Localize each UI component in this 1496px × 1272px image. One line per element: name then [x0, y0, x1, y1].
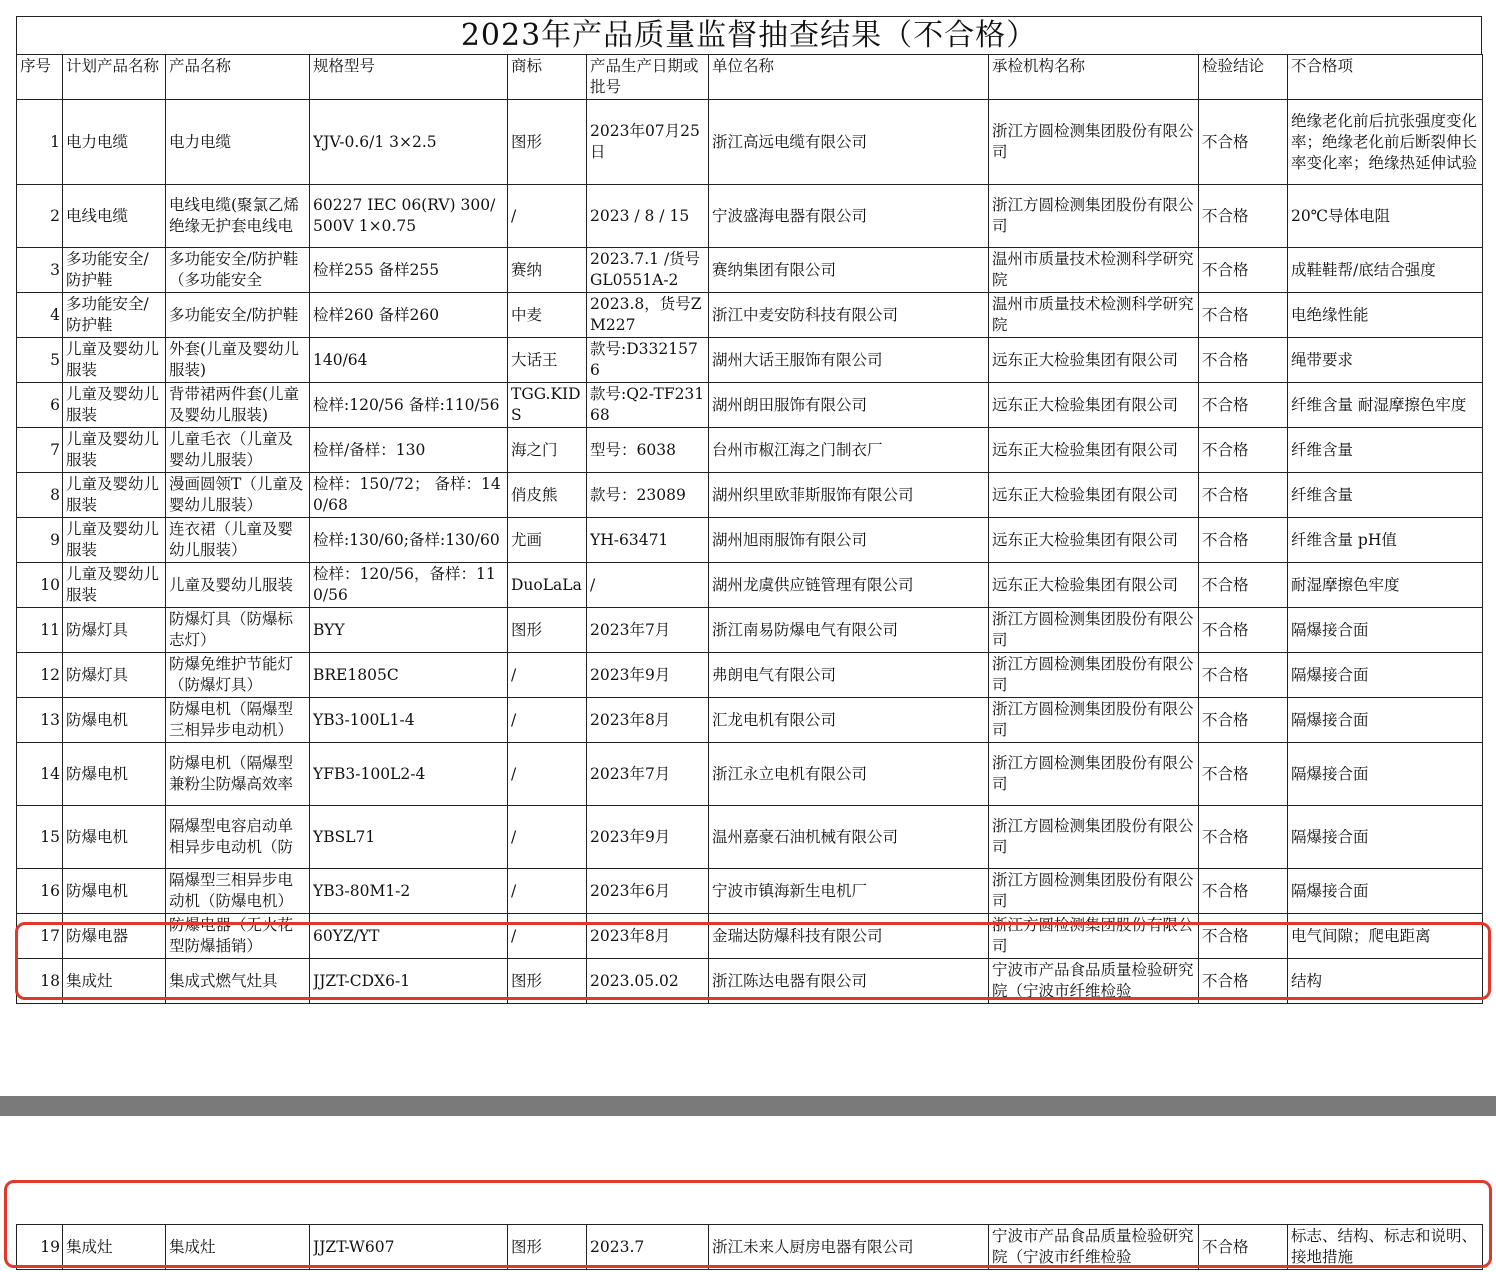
table-row: [17, 428, 1483, 473]
table-row: [17, 563, 1483, 608]
cell-seq: 5: [17, 338, 63, 383]
cell-failed-items: 结构: [1288, 959, 1483, 1004]
cell-production-date: 2023年9月: [587, 806, 709, 869]
cell-failed-items: 绳带要求: [1288, 338, 1483, 383]
cell-production-date: 2023年7月: [587, 743, 709, 806]
cell-spec-model: BRE1805C: [310, 653, 508, 698]
cell-seq: 12: [17, 653, 63, 698]
cell-spec-model: 检样/备样：130: [310, 428, 508, 473]
cell-conclusion: 不合格: [1199, 428, 1288, 473]
cell-plan-product: 儿童及婴幼儿服装: [63, 473, 166, 518]
cell-product-name: 多功能安全/防护鞋（多功能安全: [166, 248, 310, 293]
cell-conclusion: 不合格: [1199, 743, 1288, 806]
cell-conclusion: 不合格: [1199, 248, 1288, 293]
cell-spec-model: 检样：150/72； 备样：140/68: [310, 473, 508, 518]
highlight-box-row-18: [15, 922, 1491, 1000]
cell-seq: 7: [17, 428, 63, 473]
cell-inspection-agency: 宁波市产品食品质量检验研究院（宁波市纤维检验: [989, 1225, 1199, 1270]
cell-production-date: 2023 / 8 / 15: [587, 185, 709, 248]
cell-product-name: 背带裙两件套(儿童及婴幼儿服装): [166, 383, 310, 428]
cell-inspection-agency: 承检机构名称: [989, 55, 1199, 100]
cell-conclusion: 不合格: [1199, 518, 1288, 563]
cell-seq: 2: [17, 185, 63, 248]
cell-conclusion: 不合格: [1199, 100, 1288, 185]
cell-plan-product: 儿童及婴幼儿服装: [63, 383, 166, 428]
table-row: [17, 608, 1483, 653]
cell-seq: 16: [17, 869, 63, 914]
cell-inspection-agency: 浙江方圆检测集团股份有限公司: [989, 914, 1199, 959]
cell-inspection-agency: 温州市质量技术检测科学研究院: [989, 293, 1199, 338]
cell-plan-product: 电线电缆: [63, 185, 166, 248]
cell-production-date: YH-63471: [587, 518, 709, 563]
cell-spec-model: 检样260 备样260: [310, 293, 508, 338]
cell-spec-model: 60YZ/YT: [310, 914, 508, 959]
cell-brand: /: [508, 653, 587, 698]
cell-failed-items: 纤维含量: [1288, 428, 1483, 473]
cell-product-name: 连衣裙（儿童及婴幼儿服装）: [166, 518, 310, 563]
cell-product-name: 防爆免维护节能灯（防爆灯具）: [166, 653, 310, 698]
cell-conclusion: 不合格: [1199, 338, 1288, 383]
cell-production-date: 产品生产日期或批号: [587, 55, 709, 100]
cell-production-date: 款号：23089: [587, 473, 709, 518]
cell-seq: 15: [17, 806, 63, 869]
cell-production-date: 2023年7月: [587, 608, 709, 653]
cell-company: 湖州龙虞供应链管理有限公司: [709, 563, 989, 608]
cell-inspection-agency: 远东正大检验集团有限公司: [989, 518, 1199, 563]
table-row: [17, 473, 1483, 518]
cell-spec-model: YB3-100L1-4: [310, 698, 508, 743]
cell-company: 浙江永立电机有限公司: [709, 743, 989, 806]
cell-inspection-agency: 浙江方圆检测集团股份有限公司: [989, 698, 1199, 743]
cell-seq: 6: [17, 383, 63, 428]
cell-plan-product: 电力电缆: [63, 100, 166, 185]
cell-inspection-agency: 远东正大检验集团有限公司: [989, 473, 1199, 518]
cell-plan-product: 防爆灯具: [63, 653, 166, 698]
cell-inspection-agency: 浙江方圆检测集团股份有限公司: [989, 743, 1199, 806]
cell-brand: 大话王: [508, 338, 587, 383]
cell-spec-model: YB3-80M1-2: [310, 869, 508, 914]
cell-company: 湖州织里欧菲斯服饰有限公司: [709, 473, 989, 518]
cell-plan-product: 集成灶: [63, 959, 166, 1004]
cell-conclusion: 不合格: [1199, 293, 1288, 338]
cell-failed-items: 纤维含量 pH值: [1288, 518, 1483, 563]
cell-spec-model: JJZT-W607: [310, 1225, 508, 1270]
table-row: [17, 248, 1483, 293]
page-separator: [0, 1096, 1496, 1116]
cell-conclusion: 不合格: [1199, 869, 1288, 914]
cell-production-date: 款号:Q2-TF23168: [587, 383, 709, 428]
cell-conclusion: 不合格: [1199, 383, 1288, 428]
cell-brand: 图形: [508, 100, 587, 185]
cell-production-date: 2023.05.02: [587, 959, 709, 1004]
cell-brand: 图形: [508, 1225, 587, 1270]
cell-plan-product: 防爆电机: [63, 806, 166, 869]
cell-company: 赛纳集团有限公司: [709, 248, 989, 293]
cell-spec-model: 140/64: [310, 338, 508, 383]
cell-company: 浙江陈达电器有限公司: [709, 959, 989, 1004]
table-row: [17, 383, 1483, 428]
cell-brand: /: [508, 869, 587, 914]
cell-inspection-agency: 浙江方圆检测集团股份有限公司: [989, 653, 1199, 698]
cell-conclusion: 不合格: [1199, 473, 1288, 518]
cell-company: 浙江南易防爆电气有限公司: [709, 608, 989, 653]
cell-failed-items: 纤维含量 耐湿摩擦色牢度: [1288, 383, 1483, 428]
cell-plan-product: 防爆电器: [63, 914, 166, 959]
cell-failed-items: 电气间隙；爬电距离: [1288, 914, 1483, 959]
cell-failed-items: 隔爆接合面: [1288, 698, 1483, 743]
cell-seq: 8: [17, 473, 63, 518]
cell-brand: 尤画: [508, 518, 587, 563]
cell-production-date: 2023年8月: [587, 698, 709, 743]
cell-failed-items: 隔爆接合面: [1288, 869, 1483, 914]
cell-company: 汇龙电机有限公司: [709, 698, 989, 743]
cell-conclusion: 不合格: [1199, 698, 1288, 743]
cell-inspection-agency: 浙江方圆检测集团股份有限公司: [989, 608, 1199, 653]
table-row: [17, 653, 1483, 698]
table-row: [17, 869, 1483, 914]
cell-brand: /: [508, 806, 587, 869]
cell-production-date: /: [587, 563, 709, 608]
cell-production-date: 2023年8月: [587, 914, 709, 959]
cell-company: 湖州旭雨服饰有限公司: [709, 518, 989, 563]
cell-plan-product: 防爆电机: [63, 698, 166, 743]
cell-plan-product: 儿童及婴幼儿服装: [63, 563, 166, 608]
cell-failed-items: 标志、结构、标志和说明、接地措施: [1288, 1225, 1483, 1270]
cell-product-name: 漫画圆领T（儿童及婴幼儿服装）: [166, 473, 310, 518]
cell-product-name: 电力电缆: [166, 100, 310, 185]
cell-spec-model: 检样:130/60;备样:130/60: [310, 518, 508, 563]
cell-spec-model: 检样:120/56 备样:110/56: [310, 383, 508, 428]
table-row: [17, 100, 1483, 185]
cell-seq: 17: [17, 914, 63, 959]
cell-product-name: 防爆电机（隔爆型三相异步电动机）: [166, 698, 310, 743]
cell-production-date: 2023.7.1 /货号GL0551A-2: [587, 248, 709, 293]
cell-brand: 海之门: [508, 428, 587, 473]
cell-seq: 序号: [17, 55, 63, 100]
cell-failed-items: 隔爆接合面: [1288, 653, 1483, 698]
cell-failed-items: 隔爆接合面: [1288, 608, 1483, 653]
cell-failed-items: 隔爆接合面: [1288, 743, 1483, 806]
cell-failed-items: 20℃导体电阻: [1288, 185, 1483, 248]
cell-plan-product: 儿童及婴幼儿服装: [63, 338, 166, 383]
cell-product-name: 防爆电器（无火花型防爆插销）: [166, 914, 310, 959]
cell-company: 湖州大话王服饰有限公司: [709, 338, 989, 383]
cell-company: 台州市椒江海之门制衣厂: [709, 428, 989, 473]
cell-product-name: 集成式燃气灶具: [166, 959, 310, 1004]
document-title: 2023年产品质量监督抽查结果（不合格）: [16, 16, 1482, 54]
cell-brand: 俏皮熊: [508, 473, 587, 518]
cell-company: 弗朗电气有限公司: [709, 653, 989, 698]
cell-inspection-agency: 宁波市产品食品质量检验研究院（宁波市纤维检验: [989, 959, 1199, 1004]
cell-production-date: 2023年07月25日: [587, 100, 709, 185]
cell-inspection-agency: 远东正大检验集团有限公司: [989, 428, 1199, 473]
cell-failed-items: 耐湿摩擦色牢度: [1288, 563, 1483, 608]
cell-brand: /: [508, 185, 587, 248]
cell-conclusion: 检验结论: [1199, 55, 1288, 100]
cell-brand: 图形: [508, 959, 587, 1004]
table-row: [17, 518, 1483, 563]
table-row: [17, 743, 1483, 806]
cell-brand: DuoLaLa: [508, 563, 587, 608]
cell-product-name: 防爆灯具（防爆标志灯）: [166, 608, 310, 653]
cell-product-name: 电线电缆(聚氯乙烯绝缘无护套电线电: [166, 185, 310, 248]
cell-spec-model: YJV-0.6/1 3×2.5: [310, 100, 508, 185]
cell-product-name: 外套(儿童及婴幼儿服装): [166, 338, 310, 383]
cell-product-name: 儿童及婴幼儿服装: [166, 563, 310, 608]
cell-spec-model: BYY: [310, 608, 508, 653]
table-row: [17, 806, 1483, 869]
cell-production-date: 2023年6月: [587, 869, 709, 914]
cell-spec-model: YBSL71: [310, 806, 508, 869]
cell-plan-product: 多功能安全/防护鞋: [63, 248, 166, 293]
cell-spec-model: JJZT-CDX6-1: [310, 959, 508, 1004]
cell-seq: 9: [17, 518, 63, 563]
cell-product-name: 儿童毛衣（儿童及婴幼儿服装）: [166, 428, 310, 473]
cell-plan-product: 儿童及婴幼儿服装: [63, 428, 166, 473]
cell-company: 浙江中麦安防科技有限公司: [709, 293, 989, 338]
cell-inspection-agency: 温州市质量技术检测科学研究院: [989, 248, 1199, 293]
table-header-row: [17, 55, 1483, 100]
cell-failed-items: 电绝缘性能: [1288, 293, 1483, 338]
cell-product-name: 产品名称: [166, 55, 310, 100]
cell-plan-product: 防爆灯具: [63, 608, 166, 653]
cell-brand: /: [508, 743, 587, 806]
cell-company: 浙江高远电缆有限公司: [709, 100, 989, 185]
cell-company: 温州嘉豪石油机械有限公司: [709, 806, 989, 869]
cell-inspection-agency: 远东正大检验集团有限公司: [989, 338, 1199, 383]
cell-brand: /: [508, 698, 587, 743]
cell-inspection-agency: 浙江方圆检测集团股份有限公司: [989, 185, 1199, 248]
cell-inspection-agency: 浙江方圆检测集团股份有限公司: [989, 806, 1199, 869]
highlight-box-row-19: [4, 1180, 1492, 1268]
cell-company: 金瑞达防爆科技有限公司: [709, 914, 989, 959]
cell-plan-product: 计划产品名称: [63, 55, 166, 100]
cell-failed-items: 成鞋鞋帮/底结合强度: [1288, 248, 1483, 293]
cell-inspection-agency: 远东正大检验集团有限公司: [989, 383, 1199, 428]
cell-inspection-agency: 浙江方圆检测集团股份有限公司: [989, 100, 1199, 185]
cell-conclusion: 不合格: [1199, 563, 1288, 608]
table-row: [17, 338, 1483, 383]
cell-product-name: 防爆电机（隔爆型兼粉尘防爆高效率: [166, 743, 310, 806]
cell-seq: 10: [17, 563, 63, 608]
cell-plan-product: 多功能安全/防护鞋: [63, 293, 166, 338]
cell-conclusion: 不合格: [1199, 185, 1288, 248]
cell-production-date: 款号:D3321576: [587, 338, 709, 383]
table-row: [17, 293, 1483, 338]
cell-failed-items: 绝缘老化前后抗张强度变化率；绝缘老化前后断裂伸长率变化率；绝缘热延伸试验: [1288, 100, 1483, 185]
cell-company: 宁波盛海电器有限公司: [709, 185, 989, 248]
cell-product-name: 隔爆型电容启动单相异步电动机（防: [166, 806, 310, 869]
cell-plan-product: 防爆电机: [63, 743, 166, 806]
cell-brand: 图形: [508, 608, 587, 653]
cell-product-name: 集成灶: [166, 1225, 310, 1270]
cell-plan-product: 防爆电机: [63, 869, 166, 914]
cell-seq: 11: [17, 608, 63, 653]
table-row: [17, 698, 1483, 743]
cell-failed-items: 不合格项: [1288, 55, 1483, 100]
cell-company: 浙江未来人厨房电器有限公司: [709, 1225, 989, 1270]
cell-conclusion: 不合格: [1199, 806, 1288, 869]
cell-plan-product: 儿童及婴幼儿服装: [63, 518, 166, 563]
cell-product-name: 隔爆型三相异步电动机（防爆电机）: [166, 869, 310, 914]
cell-brand: 商标: [508, 55, 587, 100]
cell-failed-items: 隔爆接合面: [1288, 806, 1483, 869]
cell-conclusion: 不合格: [1199, 1225, 1288, 1270]
cell-company: 宁波市镇海新生电机厂: [709, 869, 989, 914]
cell-failed-items: 纤维含量: [1288, 473, 1483, 518]
cell-production-date: 型号：6038: [587, 428, 709, 473]
cell-seq: 19: [17, 1225, 63, 1270]
cell-conclusion: 不合格: [1199, 608, 1288, 653]
cell-seq: 13: [17, 698, 63, 743]
cell-production-date: 2023年9月: [587, 653, 709, 698]
cell-spec-model: YFB3-100L2-4: [310, 743, 508, 806]
cell-production-date: 2023.8，货号ZM227: [587, 293, 709, 338]
cell-inspection-agency: 浙江方圆检测集团股份有限公司: [989, 869, 1199, 914]
cell-spec-model: 检样255 备样255: [310, 248, 508, 293]
cell-seq: 3: [17, 248, 63, 293]
cell-inspection-agency: 远东正大检验集团有限公司: [989, 563, 1199, 608]
cell-spec-model: 60227 IEC 06(RV) 300/500V 1×0.75: [310, 185, 508, 248]
cell-seq: 4: [17, 293, 63, 338]
cell-seq: 1: [17, 100, 63, 185]
cell-production-date: 2023.7: [587, 1225, 709, 1270]
cell-conclusion: 不合格: [1199, 914, 1288, 959]
cell-spec-model: 规格型号: [310, 55, 508, 100]
cell-brand: TGG.KIDS: [508, 383, 587, 428]
cell-seq: 14: [17, 743, 63, 806]
cell-seq: 18: [17, 959, 63, 1004]
cell-brand: /: [508, 914, 587, 959]
cell-product-name: 多功能安全/防护鞋: [166, 293, 310, 338]
cell-brand: 中麦: [508, 293, 587, 338]
cell-brand: 赛纳: [508, 248, 587, 293]
cell-spec-model: 检样：120/56，备样：110/56: [310, 563, 508, 608]
cell-company: 湖州朗田服饰有限公司: [709, 383, 989, 428]
table-row: [17, 185, 1483, 248]
cell-conclusion: 不合格: [1199, 653, 1288, 698]
cell-plan-product: 集成灶: [63, 1225, 166, 1270]
cell-conclusion: 不合格: [1199, 959, 1288, 1004]
cell-company: 单位名称: [709, 55, 989, 100]
results-table: [16, 54, 1483, 1004]
